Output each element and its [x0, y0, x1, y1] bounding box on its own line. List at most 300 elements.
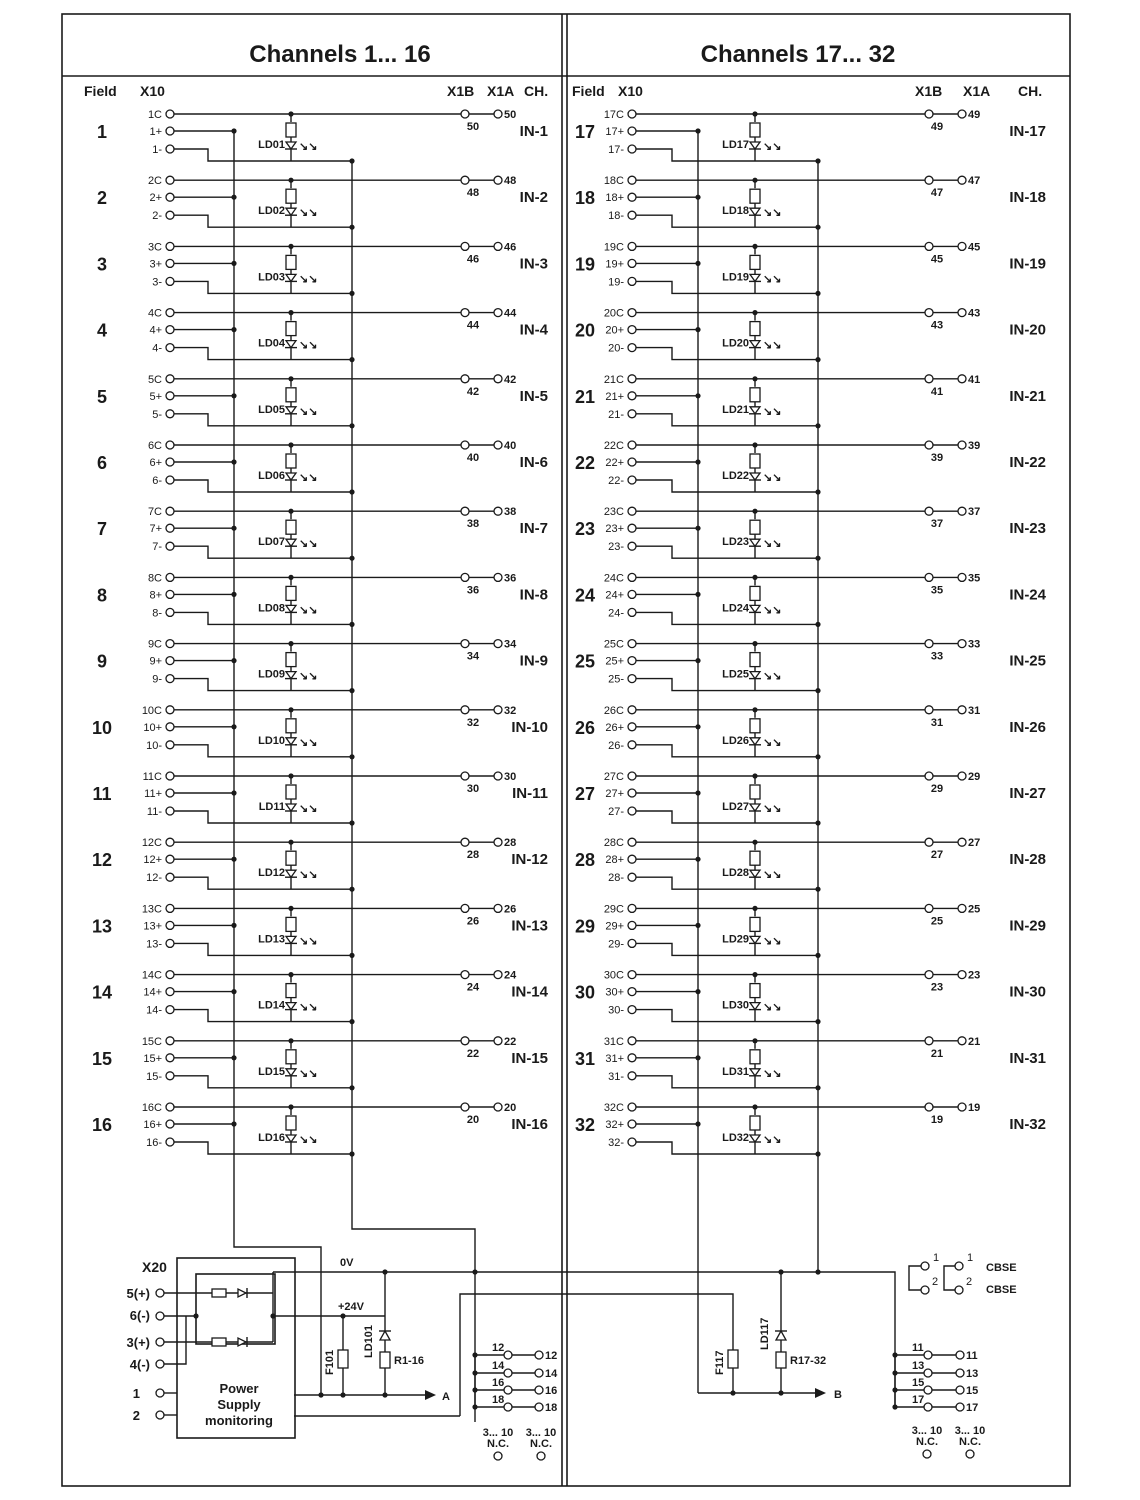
x1a-terminal[interactable] [494, 110, 502, 118]
x1a-terminal[interactable] [494, 640, 502, 648]
x10-terminal-minus[interactable] [628, 145, 636, 153]
channels-right-group [575, 109, 1047, 1160]
x10-terminal-c[interactable] [628, 176, 636, 184]
x10-terminal-plus[interactable] [166, 127, 174, 135]
x10-terminal-minus[interactable] [628, 410, 636, 418]
led-resistor [286, 917, 296, 931]
x10-terminal-c[interactable] [628, 573, 636, 581]
x10-terminal-c[interactable] [166, 904, 174, 912]
x1a-pin-number: 23 [968, 969, 981, 982]
x10-terminal-plus[interactable] [166, 657, 174, 665]
x1b-terminal[interactable] [925, 640, 933, 648]
fuse-3 [212, 1338, 226, 1346]
led-diode [286, 804, 296, 811]
x10-terminal-minus[interactable] [166, 344, 174, 352]
led-rays-icon: ↘↘ [299, 339, 318, 352]
bottom-term-number-b: 18 [492, 1394, 505, 1406]
led-label: LD25 [722, 668, 749, 681]
x1a-terminal[interactable] [958, 1037, 966, 1045]
x10-terminal-minus[interactable] [166, 608, 174, 616]
x10-terminal-minus[interactable] [628, 476, 636, 484]
x1b-terminal[interactable] [461, 904, 469, 912]
x10-terminal-c[interactable] [166, 110, 174, 118]
x10-terminal-c[interactable] [166, 441, 174, 449]
led-diode [750, 473, 760, 480]
x10-pin-c: 3C [147, 241, 162, 254]
x1b-terminal[interactable] [461, 1037, 469, 1045]
cbse-term-2b[interactable] [955, 1286, 963, 1294]
x10-terminal-minus[interactable] [166, 939, 174, 947]
r1-16-resistor [380, 1352, 390, 1368]
x1a-terminal[interactable] [494, 772, 502, 780]
x1b-terminal[interactable] [461, 706, 469, 714]
x10-terminal-plus[interactable] [628, 326, 636, 334]
led-rays-icon: ↘↘ [299, 604, 318, 617]
label-ld117: LD117 [759, 1317, 771, 1350]
x10-terminal-minus[interactable] [166, 476, 174, 484]
x1b-terminal[interactable] [461, 772, 469, 780]
x10-terminal-minus[interactable] [166, 741, 174, 749]
channel-block [575, 572, 1047, 627]
led-diode [750, 208, 760, 215]
x10-terminal-c[interactable] [628, 110, 636, 118]
x10-pin-plus: 32+ [605, 1119, 624, 1131]
led-label: LD04 [258, 337, 285, 350]
x10-terminal-minus[interactable] [166, 145, 174, 153]
led-label: LD18 [722, 205, 749, 218]
header-x1a-right: X1A [963, 83, 991, 99]
x10-terminal-plus[interactable] [166, 789, 174, 797]
x1a-terminal[interactable] [494, 904, 502, 912]
x10-pin-minus: 23- [608, 541, 624, 554]
led-resistor [286, 255, 296, 269]
x10-terminal-plus[interactable] [628, 1120, 636, 1128]
x1b-terminal[interactable] [461, 838, 469, 846]
power-section [127, 1160, 1017, 1460]
channel-block [575, 374, 1046, 429]
x1b-terminal[interactable] [925, 838, 933, 846]
x10-terminal-c[interactable] [166, 309, 174, 317]
bottom-terminal-b[interactable] [504, 1386, 512, 1394]
led-resistor [750, 388, 760, 402]
x1a-terminal[interactable] [958, 441, 966, 449]
x10-terminal-c[interactable] [166, 971, 174, 979]
x10-terminal-plus[interactable] [166, 326, 174, 334]
bottom-terminal-a[interactable] [956, 1403, 964, 1411]
x10-pin-plus: 9+ [149, 655, 162, 668]
x10-terminal-plus[interactable] [628, 1054, 636, 1062]
x1a-terminal[interactable] [494, 375, 502, 383]
x1a-terminal[interactable] [958, 507, 966, 515]
x1a-terminal[interactable] [494, 573, 502, 581]
x10-pin-plus: 29+ [605, 920, 624, 933]
junction [815, 1269, 820, 1274]
field-number: 27 [574, 784, 596, 804]
x1a-terminal[interactable] [958, 1103, 966, 1111]
junction [778, 1390, 783, 1395]
channel-block [575, 506, 1046, 561]
bottom-terminal-b[interactable] [924, 1403, 932, 1411]
x1a-terminal[interactable] [958, 375, 966, 383]
channel-block [92, 705, 548, 760]
x10-terminal-plus[interactable] [166, 1054, 174, 1062]
x1b-terminal[interactable] [925, 772, 933, 780]
x1b-terminal[interactable] [461, 176, 469, 184]
field-number: 8 [96, 585, 108, 606]
x10-terminal-minus[interactable] [166, 807, 174, 815]
x10-pin-c: 30C [603, 969, 624, 982]
x1a-terminal[interactable] [958, 242, 966, 250]
x10-terminal-c[interactable] [628, 309, 636, 317]
x10-terminal-minus[interactable] [628, 807, 636, 815]
x1b-terminal[interactable] [925, 309, 933, 317]
cbse-term-1a[interactable] [921, 1262, 929, 1270]
x1b-terminal[interactable] [461, 640, 469, 648]
nc-label-1: N.C. [487, 1438, 509, 1450]
led-label: LD03 [258, 271, 285, 284]
x10-terminal-minus[interactable] [628, 1138, 636, 1146]
x1b-terminal[interactable] [925, 110, 933, 118]
led-label: LD24 [722, 602, 749, 615]
x10-terminal-minus[interactable] [628, 1006, 636, 1014]
x20-terminal-6[interactable] [156, 1312, 164, 1320]
x1b-terminal[interactable] [461, 971, 469, 979]
x1a-pin-number: 39 [968, 440, 981, 452]
x1a-terminal[interactable] [494, 507, 502, 515]
nc-terminal-3[interactable] [923, 1450, 931, 1458]
x10-terminal-c[interactable] [166, 242, 174, 250]
x1b-pin-number: 41 [930, 385, 944, 398]
nc-terminal-2[interactable] [537, 1452, 545, 1460]
x1a-terminal[interactable] [494, 176, 502, 184]
bottom-terminal-a[interactable] [956, 1369, 964, 1377]
x10-pin-minus: 14- [146, 1004, 162, 1017]
x10-terminal-plus[interactable] [628, 590, 636, 598]
x1b-pin-number: 23 [930, 981, 944, 994]
x10-terminal-minus[interactable] [166, 1138, 174, 1146]
ps-line3: monitoring [205, 1413, 273, 1428]
x1b-terminal[interactable] [925, 971, 933, 979]
channel-block [575, 705, 1046, 760]
r17-32-resistor [776, 1352, 786, 1368]
x1a-terminal[interactable] [494, 1103, 502, 1111]
x10-terminal-c[interactable] [166, 375, 174, 383]
x10-terminal-plus[interactable] [166, 723, 174, 731]
header-x1a-left: X1A [487, 83, 515, 99]
header-x1b-left: X1B [447, 83, 475, 99]
channel-block [97, 109, 548, 164]
x10-terminal-minus[interactable] [628, 873, 636, 881]
led-rays-icon: ↘↘ [763, 141, 782, 153]
x10-terminal-minus[interactable] [628, 939, 636, 947]
x10-pin-c: 22C [603, 440, 624, 452]
x1a-terminal[interactable] [958, 838, 966, 846]
x10-pin-c: 4C [147, 307, 162, 320]
x10-terminal-c[interactable] [166, 1103, 174, 1111]
channel-label: IN-28 [1009, 851, 1046, 869]
x1b-terminal[interactable] [925, 441, 933, 449]
out-b-arrow [815, 1388, 826, 1398]
x10-terminal-plus[interactable] [628, 392, 636, 400]
bottom-left-terminals [472, 1342, 558, 1414]
x10-terminal-plus[interactable] [166, 392, 174, 400]
x10-terminal-c[interactable] [628, 904, 636, 912]
label-x20: X20 [142, 1259, 167, 1275]
x10-terminal-plus[interactable] [166, 458, 174, 466]
channel-label: IN-10 [511, 718, 548, 736]
x1a-terminal[interactable] [494, 242, 502, 250]
x20-terminal-5[interactable] [156, 1289, 164, 1297]
x1a-terminal[interactable] [958, 309, 966, 317]
x10-terminal-plus[interactable] [628, 723, 636, 731]
x10-terminal-plus[interactable] [166, 590, 174, 598]
x10-terminal-c[interactable] [628, 1037, 636, 1045]
x10-terminal-plus[interactable] [166, 1120, 174, 1128]
x10-pin-c: 14C [141, 969, 162, 982]
x1a-terminal[interactable] [494, 441, 502, 449]
x10-terminal-c[interactable] [166, 1037, 174, 1045]
x10-terminal-plus[interactable] [628, 988, 636, 996]
x10-pin-plus: 12+ [143, 854, 162, 867]
x10-terminal-minus[interactable] [166, 1006, 174, 1014]
channel-block [92, 1036, 548, 1091]
cbse-bridge [909, 1252, 1017, 1296]
x10-terminal-plus[interactable] [166, 988, 174, 996]
x10-terminal-c[interactable] [628, 507, 636, 515]
x1b-terminal[interactable] [925, 242, 933, 250]
x10-terminal-plus[interactable] [628, 921, 636, 929]
x10-terminal-minus[interactable] [628, 344, 636, 352]
x10-terminal-plus[interactable] [166, 921, 174, 929]
x1a-terminal[interactable] [494, 971, 502, 979]
x10-terminal-c[interactable] [628, 375, 636, 383]
bottom-term-number-a: 16 [545, 1385, 558, 1397]
x10-terminal-minus[interactable] [166, 1072, 174, 1080]
x10-terminal-plus[interactable] [166, 855, 174, 863]
x10-terminal-c[interactable] [166, 573, 174, 581]
led-label: LD19 [722, 271, 749, 284]
cbse-term-2a[interactable] [921, 1286, 929, 1294]
nc-range-2: 3... 10 [525, 1427, 557, 1439]
x1b-pin-number: 28 [466, 849, 480, 862]
x20-terminal-4[interactable] [156, 1360, 164, 1368]
field-number: 25 [574, 651, 596, 672]
x10-terminal-c[interactable] [628, 772, 636, 780]
x10-terminal-c[interactable] [166, 772, 174, 780]
x10-pin-c: 31C [603, 1035, 624, 1048]
nc-label-2: N.C. [530, 1438, 552, 1450]
x10-terminal-c[interactable] [166, 640, 174, 648]
x10-terminal-plus[interactable] [166, 524, 174, 532]
x10-terminal-c[interactable] [628, 441, 636, 449]
x10-terminal-minus[interactable] [628, 675, 636, 683]
x10-terminal-c[interactable] [166, 838, 174, 846]
x1b-pin-number: 50 [466, 121, 480, 133]
x1b-terminal[interactable] [461, 1103, 469, 1111]
led-rays-icon: ↘↘ [299, 472, 318, 484]
bottom-terminal-b[interactable] [924, 1369, 932, 1377]
x1a-terminal[interactable] [494, 706, 502, 714]
x10-pin-c: 18C [603, 175, 624, 188]
x1b-terminal[interactable] [461, 309, 469, 317]
nc-label-4: N.C. [959, 1436, 981, 1448]
channel-label: IN-2 [519, 189, 548, 207]
channel-block [92, 837, 548, 892]
x10-pin-minus: 10- [146, 739, 162, 752]
x1b-terminal[interactable] [925, 573, 933, 581]
x10-terminal-c[interactable] [628, 242, 636, 250]
channel-label: IN-27 [1009, 785, 1046, 802]
x20-terminal-2[interactable] [156, 1411, 164, 1419]
field-number: 22 [574, 453, 596, 473]
led-label: LD14 [258, 999, 285, 1012]
bottom-terminal-a[interactable] [535, 1369, 543, 1377]
x10-pin-plus: 13+ [143, 920, 162, 933]
bottom-terminal-a[interactable] [535, 1403, 543, 1411]
bottom-terminal-b[interactable] [504, 1351, 512, 1359]
x1a-terminal[interactable] [958, 640, 966, 648]
x1a-terminal[interactable] [958, 772, 966, 780]
x10-terminal-minus[interactable] [628, 1072, 636, 1080]
x1b-pin-number: 34 [466, 650, 480, 663]
x10-terminal-minus[interactable] [628, 542, 636, 550]
x20-terminal-1[interactable] [156, 1389, 164, 1397]
x1a-terminal[interactable] [958, 176, 966, 184]
x1a-terminal[interactable] [494, 309, 502, 317]
field-number: 26 [574, 717, 596, 738]
x10-terminal-minus[interactable] [628, 608, 636, 616]
x1b-terminal[interactable] [925, 507, 933, 515]
led-label: LD13 [258, 933, 285, 946]
led-resistor [750, 917, 760, 931]
x10-terminal-c[interactable] [628, 838, 636, 846]
x10-terminal-minus[interactable] [628, 741, 636, 749]
x10-terminal-c[interactable] [628, 971, 636, 979]
led-resistor [750, 785, 760, 799]
x10-terminal-c[interactable] [628, 640, 636, 648]
channel-block [575, 175, 1046, 230]
x1b-terminal[interactable] [925, 706, 933, 714]
x10-terminal-minus[interactable] [166, 277, 174, 285]
led-rays-icon: ↘↘ [299, 273, 318, 286]
led-diode [286, 473, 296, 480]
header-field-right: Field [572, 83, 605, 99]
bottom-terminal-a[interactable] [956, 1386, 964, 1394]
x1b-terminal[interactable] [925, 1103, 933, 1111]
bottom-terminal-b[interactable] [504, 1403, 512, 1411]
x1b-terminal[interactable] [461, 507, 469, 515]
led-diode [286, 407, 296, 414]
x1b-terminal[interactable] [925, 904, 933, 912]
channel-label: IN-9 [519, 652, 548, 670]
x1a-pin-number: 19 [968, 1102, 981, 1114]
x10-terminal-plus[interactable] [628, 127, 636, 135]
cbse-term-1b[interactable] [955, 1262, 963, 1270]
x10-terminal-plus[interactable] [628, 259, 636, 267]
x10-terminal-plus[interactable] [166, 259, 174, 267]
x1b-terminal[interactable] [925, 1037, 933, 1045]
x1b-terminal[interactable] [925, 375, 933, 383]
x20-terminal-3[interactable] [156, 1338, 164, 1346]
x10-pin-plus: 23+ [605, 523, 624, 536]
x1a-terminal[interactable] [958, 971, 966, 979]
x10-terminal-minus[interactable] [628, 277, 636, 285]
led-diode [750, 341, 760, 348]
channel-label: IN-11 [512, 785, 548, 802]
field-number: 10 [91, 717, 113, 738]
field-number: 18 [574, 188, 596, 209]
bottom-terminal-a[interactable] [535, 1351, 543, 1359]
x10-terminal-minus[interactable] [166, 873, 174, 881]
x10-terminal-plus[interactable] [628, 789, 636, 797]
x1a-pin-number: 34 [504, 638, 517, 651]
x1b-terminal[interactable] [461, 242, 469, 250]
field-number: 17 [574, 122, 596, 142]
led-label: LD12 [258, 867, 285, 880]
led-diode [750, 672, 760, 679]
x10-terminal-c[interactable] [628, 706, 636, 714]
x10-terminal-plus[interactable] [628, 855, 636, 863]
channel-block [575, 639, 1046, 694]
x10-pin-minus: 12- [146, 872, 162, 885]
channel-label: IN-15 [511, 1049, 548, 1067]
nc-terminal-1[interactable] [494, 1452, 502, 1460]
led-diode [750, 1003, 760, 1010]
x10-terminal-minus[interactable] [166, 410, 174, 418]
x1a-terminal[interactable] [958, 110, 966, 118]
led-rays-icon: ↘↘ [763, 803, 782, 815]
led-resistor [750, 653, 760, 667]
x1b-terminal[interactable] [461, 110, 469, 118]
x10-terminal-minus[interactable] [166, 675, 174, 683]
x1b-terminal[interactable] [461, 573, 469, 581]
x10-pin-plus: 17+ [605, 126, 624, 138]
x10-terminal-c[interactable] [166, 507, 174, 515]
bottom-terminal-b[interactable] [924, 1386, 932, 1394]
x1a-terminal[interactable] [494, 838, 502, 846]
led-resistor [750, 322, 760, 336]
bottom-terminal-b[interactable] [924, 1351, 932, 1359]
x10-terminal-minus[interactable] [166, 211, 174, 219]
nc-terminal-4[interactable] [966, 1450, 974, 1458]
x1a-pin-number: 31 [968, 704, 981, 717]
x10-terminal-minus[interactable] [166, 542, 174, 550]
x10-terminal-c[interactable] [166, 706, 174, 714]
x1a-terminal[interactable] [958, 706, 966, 714]
rail-minus-left-down [352, 1160, 475, 1422]
field-number: 24 [574, 585, 596, 606]
bottom-terminal-b[interactable] [504, 1369, 512, 1377]
x1b-terminal[interactable] [925, 176, 933, 184]
x10-terminal-minus[interactable] [628, 211, 636, 219]
x1a-terminal[interactable] [958, 904, 966, 912]
x10-terminal-c[interactable] [628, 1103, 636, 1111]
bottom-terminal-a[interactable] [956, 1351, 964, 1359]
x1b-terminal[interactable] [461, 441, 469, 449]
bottom-terminal-a[interactable] [535, 1386, 543, 1394]
x1a-terminal[interactable] [494, 1037, 502, 1045]
x10-terminal-plus[interactable] [166, 193, 174, 201]
x10-terminal-c[interactable] [166, 176, 174, 184]
x10-terminal-plus[interactable] [628, 193, 636, 201]
x10-pin-c: 1C [147, 109, 162, 121]
x20-inner-box [196, 1274, 275, 1344]
x1a-terminal[interactable] [958, 573, 966, 581]
x1b-terminal[interactable] [461, 375, 469, 383]
x10-terminal-plus[interactable] [628, 458, 636, 466]
x10-terminal-plus[interactable] [628, 657, 636, 665]
x10-terminal-plus[interactable] [628, 524, 636, 532]
